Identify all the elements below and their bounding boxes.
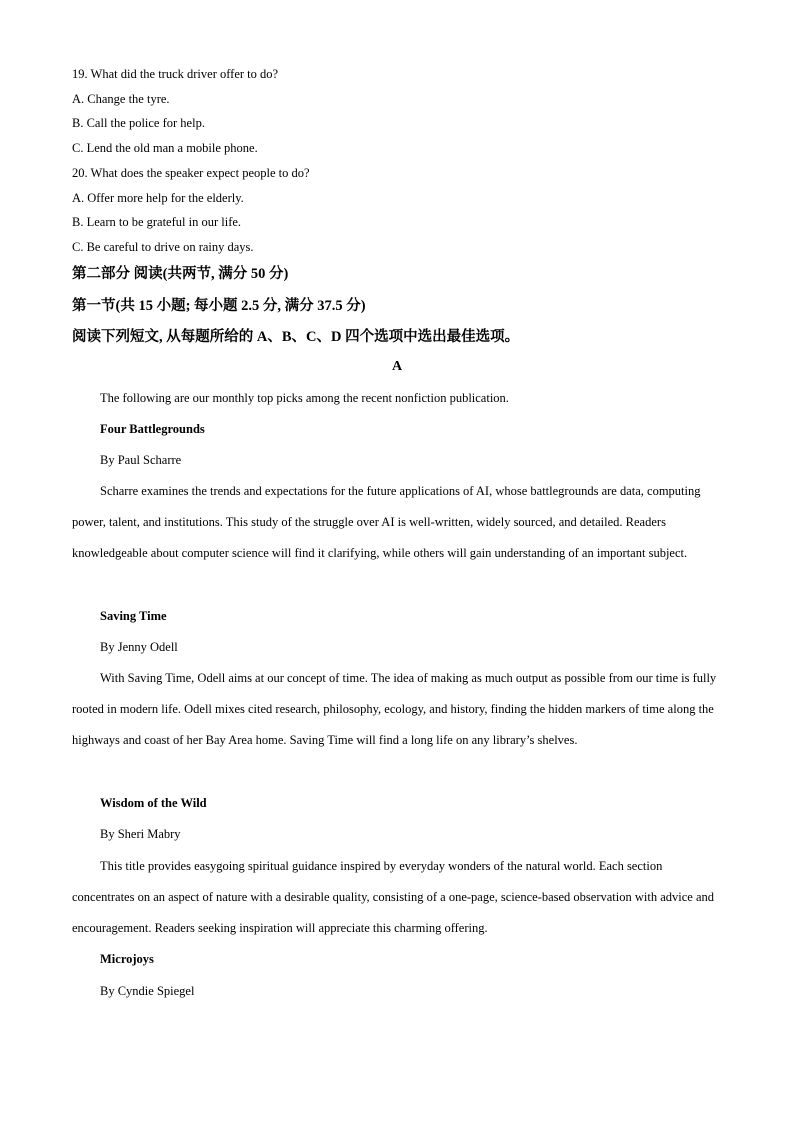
book-desc-four-battlegrounds: Scharre examines the trends and expectations for the future applications of AI, whose battlegrounds are data, computing power, talent, and institutions. This study of the struggle over AI is well-written, widely sourced, and detailed. Readers knowledgeable about computer science will find it clarifying, while others will gain understanding of an important subject. xyxy=(72,484,701,561)
question-19-option-a: A. Change the tyre. xyxy=(72,92,170,106)
book-author-jenny-odell: By Jenny Odell xyxy=(100,640,178,654)
book-title-wisdom-of-the-wild: Wisdom of the Wild xyxy=(100,796,207,810)
question-19-option-b: B. Call the police for help. xyxy=(72,116,205,130)
book-title-four-battlegrounds: Four Battlegrounds xyxy=(100,422,205,436)
section1-heading: 第一节(共 15 小题; 每小题 2.5 分, 满分 37.5 分) xyxy=(72,298,366,314)
book-author-paul-scharre: By Paul Scharre xyxy=(100,453,182,467)
question-20-option-b: B. Learn to be grateful in our life. xyxy=(72,215,242,229)
book-desc-saving-time: With Saving Time, Odell aims at our concept of time. The idea of making as much output as possible from our time is fully rooted in modern life. Odell mixes cited research, philosophy, ecology, and history, finding the hidden markers of time along the highways and coast of her Bay Area home. Saving Time will find a long life on any library’s shelves. xyxy=(72,671,717,748)
book-desc-wisdom-of-the-wild: This title provides easygoing spiritual guidance inspired by everyday wonders of the natural world. Each section concentrates on an aspect of nature with a desirable quality, consisting of a one-page, science-based observation with advice and encouragement. Readers seeking inspiration will appreciate this charming offering. xyxy=(72,859,715,936)
question-19-option-c: C. Lend the old man a mobile phone. xyxy=(72,141,258,155)
part2-heading: 第二部分 阅读(共两节, 满分 50 分) xyxy=(72,266,289,282)
book-author-sheri-mabry: By Sheri Mabry xyxy=(100,827,181,841)
passage-intro: The following are our monthly top picks among the recent nonfiction publication. xyxy=(100,391,509,405)
book-author-cyndie-spiegel: By Cyndie Spiegel xyxy=(100,984,195,998)
question-19-stem: 19. What did the truck driver offer to do? xyxy=(72,67,279,81)
passage-label: A xyxy=(391,359,403,374)
question-20-stem: 20. What does the speaker expect people to do? xyxy=(72,166,310,180)
question-20-option-a: A. Offer more help for the elderly. xyxy=(72,191,244,205)
book-title-saving-time: Saving Time xyxy=(100,609,167,623)
reading-instruction: 阅读下列短文, 从每题所给的 A、B、C、D 四个选项中选出最佳选项。 xyxy=(72,329,520,345)
book-title-microjoys: Microjoys xyxy=(100,952,154,966)
question-20-option-c: C. Be careful to drive on rainy days. xyxy=(72,240,254,254)
